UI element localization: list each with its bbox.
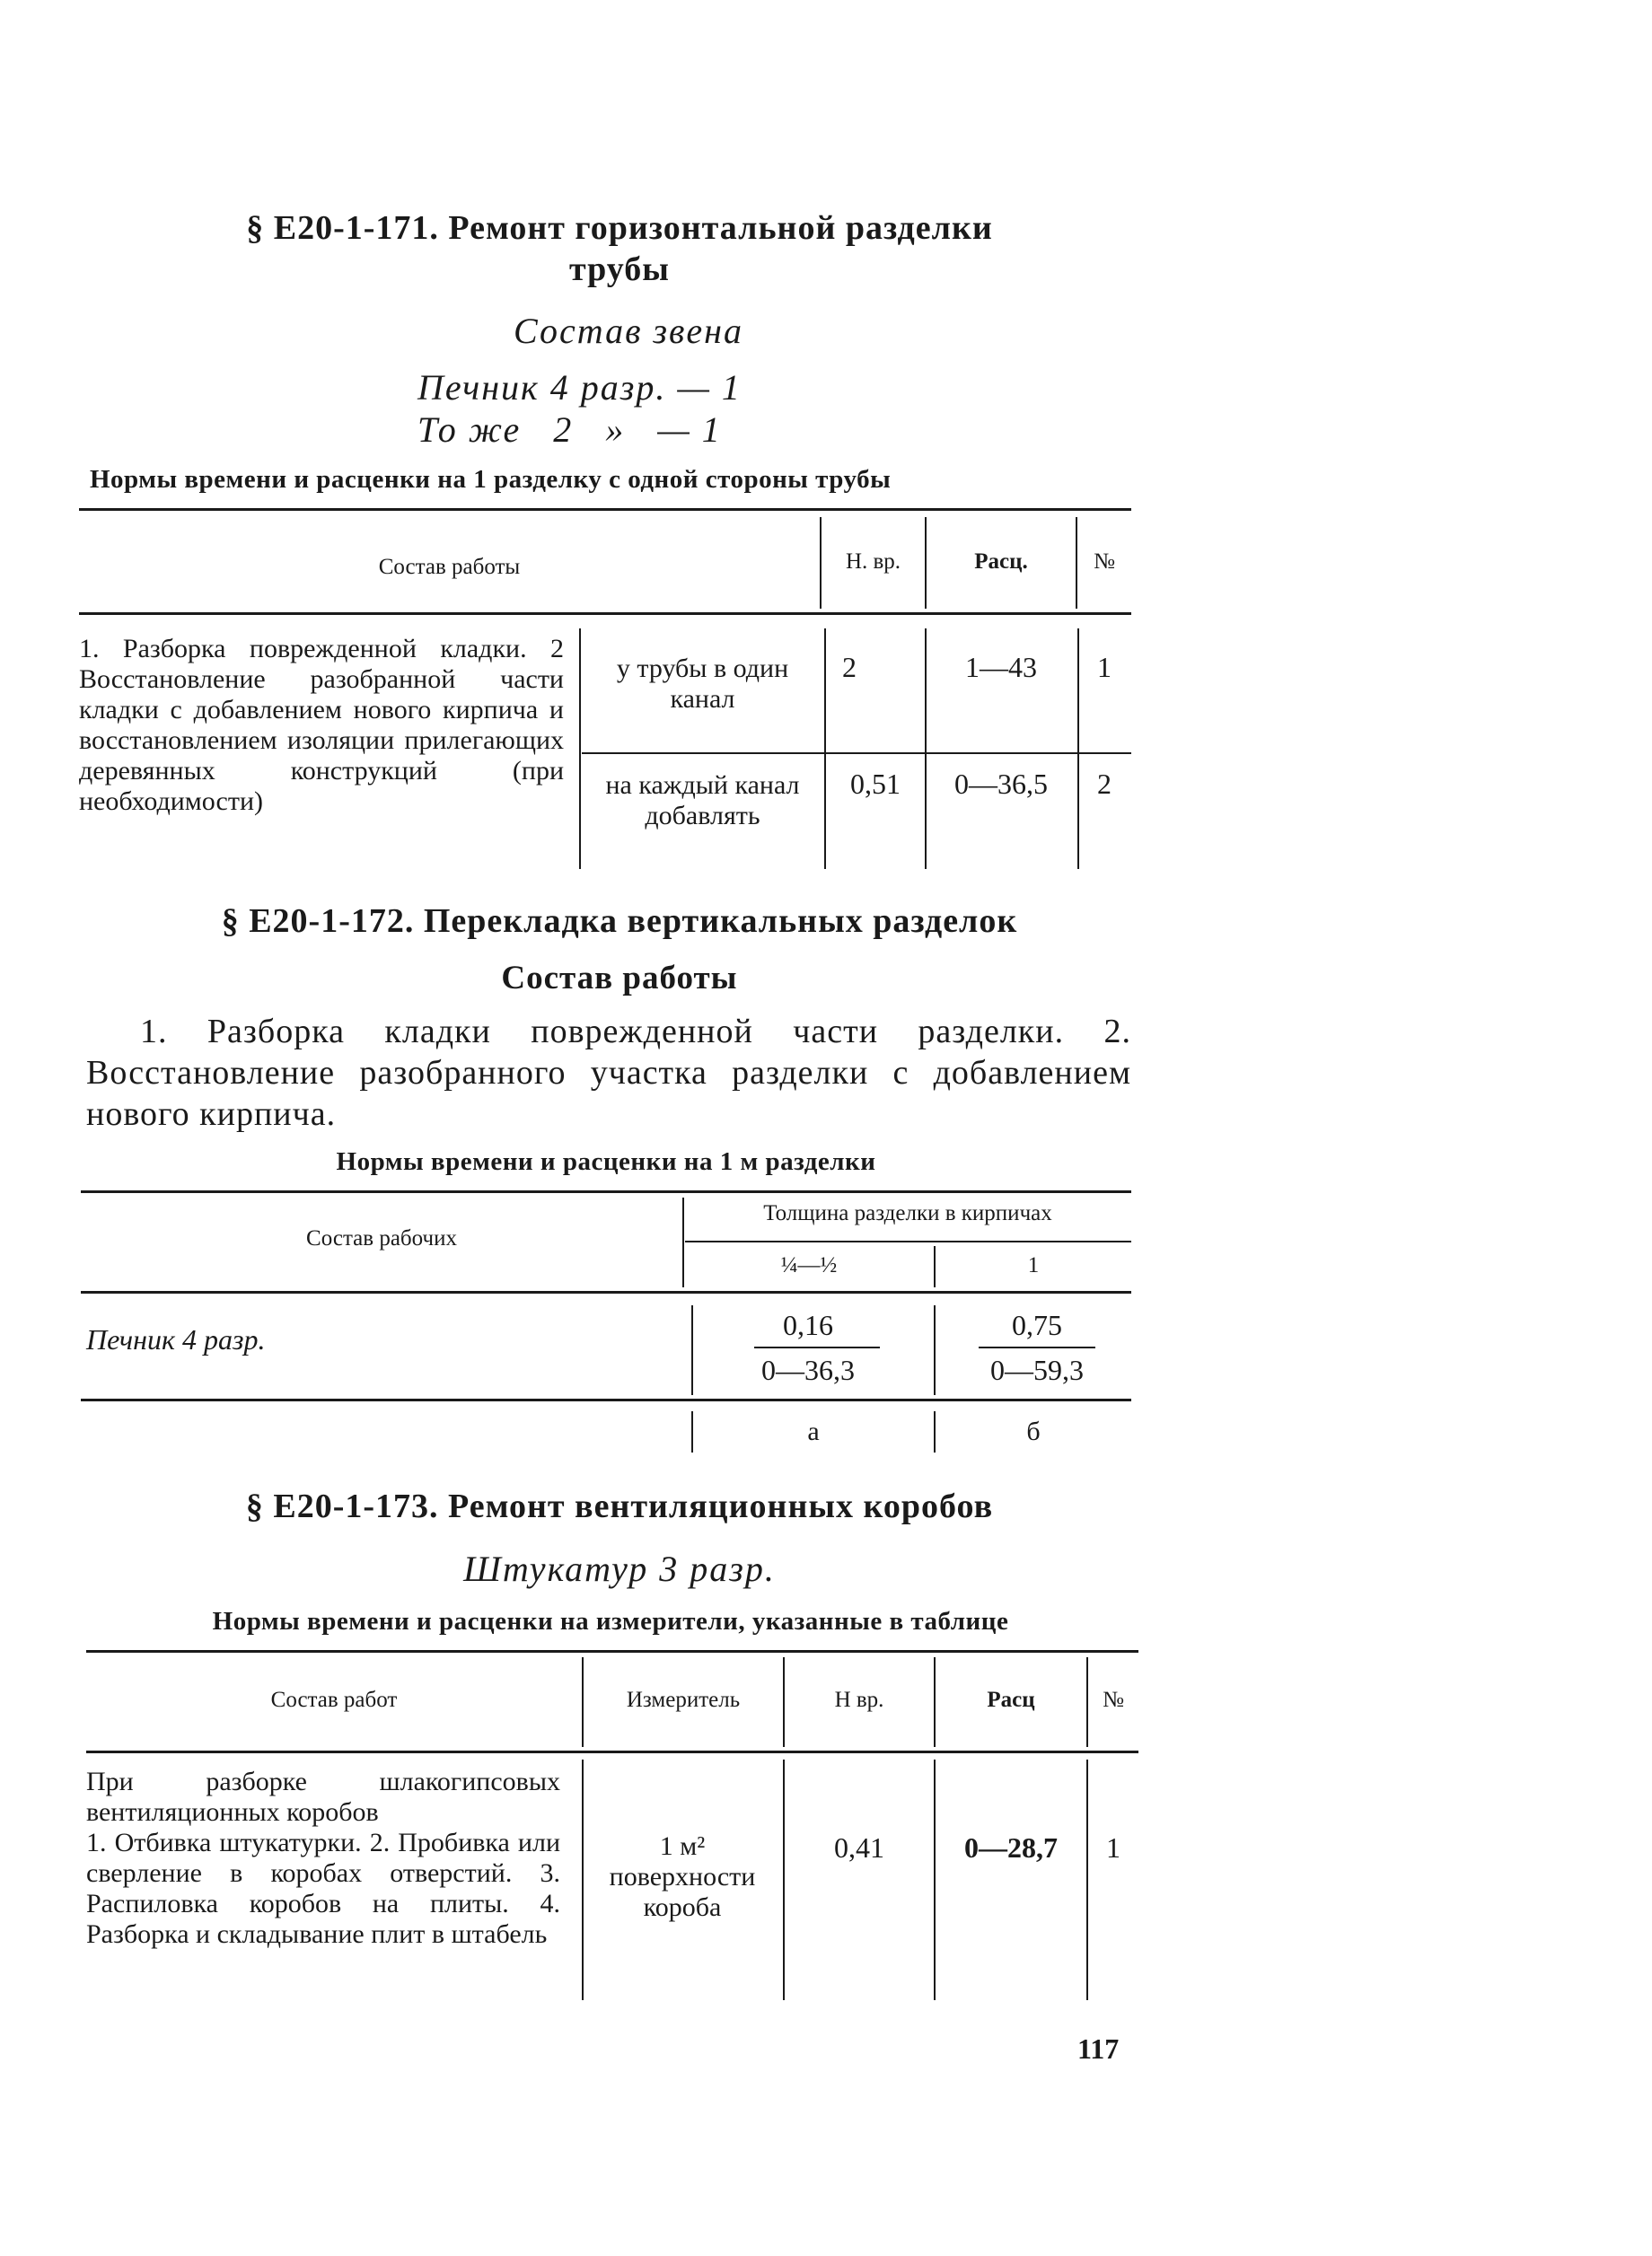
- page-number: 117: [1077, 2032, 1120, 2065]
- table172-header-workers: Состав рабочих: [306, 1226, 457, 1251]
- table172-subheader-rule: [685, 1241, 1131, 1242]
- section171-crew-line2: То же 2 » — 1: [417, 409, 722, 450]
- table173-header-rule: [86, 1751, 1138, 1753]
- table172-subheader-one: 1: [1027, 1253, 1040, 1277]
- table173-header-rate: Расц: [987, 1688, 1035, 1712]
- table173-measure: 1 м² поверхности короба: [609, 1831, 756, 1922]
- table172-col-a-rate: 0—36,3: [761, 1354, 855, 1386]
- table171-row2-rate: 0—36,5: [954, 768, 1048, 800]
- table172-bottom-rule: [81, 1399, 1131, 1401]
- table171-row-rule: [582, 752, 1131, 754]
- table173-norm: 0,41: [834, 1831, 884, 1864]
- table173-divider: [934, 1760, 936, 2000]
- table172-col-letter-b: б: [1026, 1417, 1041, 1446]
- table173-divider: [1086, 1760, 1088, 2000]
- table171-row2-condition: на каждый канал добавлять: [605, 770, 800, 830]
- table171-row1-no: 1: [1097, 651, 1112, 683]
- table172-col-b-rate: 0—59,3: [990, 1354, 1084, 1386]
- section171-crew-line1: Печник 4 разр. — 1: [417, 367, 742, 408]
- table173-header-work: Состав работ: [270, 1688, 398, 1712]
- table173-rate: 0—28,7: [964, 1831, 1058, 1864]
- table172-col-b-fraction-bar: [979, 1347, 1095, 1348]
- section171-title-line1: § Е20-1-171. Ремонт горизонтальной разделки: [246, 209, 993, 247]
- table172-header-thickness: Толщина разделки в кирпичах: [763, 1201, 1052, 1225]
- table171-divider: [579, 628, 581, 869]
- table171-work-text: 1. Разборка поврежденной кладки. 2 Восстановление разобранной части кладки с добавлением нового кирпича и восстановлением изоляции прилегающих деревянных конструкций (при необходимости): [79, 634, 564, 816]
- table172-col-a-norm: 0,16: [783, 1309, 833, 1341]
- table171-top-rule: [79, 508, 1131, 511]
- table172-divider: [691, 1305, 693, 1395]
- section173-table-caption: Нормы времени и расценки на измерители, указанные в таблице: [212, 1607, 1009, 1636]
- table171-header-rule: [79, 612, 1131, 615]
- table173-top-rule: [86, 1650, 1138, 1653]
- table172-col-a-fraction-bar: [754, 1347, 880, 1348]
- table171-row2-norm: 0,51: [850, 768, 901, 800]
- section172-work-heading: Состав работы: [501, 960, 738, 996]
- table173-divider: [783, 1760, 785, 2000]
- table171-divider: [824, 628, 826, 869]
- table173-work-text: 1. Отбивка штукатурки. 2. Пробивка или сверление в коробах отверстий. 3. Распиловка коробов на плиты. 4. Разборка и складывание плит в штабель: [86, 1828, 560, 1949]
- section171-title-line2: трубы: [569, 250, 670, 288]
- table173-divider: [582, 1760, 584, 2000]
- table171-row1-norm: 2: [842, 651, 857, 683]
- table173-header-no: №: [1103, 1688, 1124, 1712]
- table171-header-norm: Н. вр.: [845, 549, 901, 574]
- table172-divider: [934, 1305, 936, 1395]
- section173-title: § Е20-1-173. Ремонт вентиляционных коробов: [245, 1488, 994, 1525]
- table171-header-rate: Расц.: [974, 549, 1028, 574]
- table171-header-no: №: [1094, 549, 1115, 574]
- section171-crew-heading: Состав звена: [513, 311, 743, 351]
- section172-title: § Е20-1-172. Перекладка вертикальных разделок: [221, 902, 1018, 940]
- table172-col-letter-a: а: [807, 1417, 820, 1446]
- table173-no: 1: [1106, 1831, 1120, 1864]
- section172-table-caption: Нормы времени и расценки на 1 м разделки: [336, 1147, 876, 1176]
- table172-col-b-norm: 0,75: [1012, 1309, 1062, 1341]
- table171-header-work: Состав работы: [378, 555, 521, 579]
- table172-row-label: Печник 4 разр.: [86, 1323, 266, 1356]
- table171-row1-rate: 1—43: [965, 651, 1037, 683]
- table172-subheader-quarter-half: ¼—½: [780, 1253, 838, 1277]
- table172-header-rule: [81, 1291, 1131, 1294]
- table173-header-measure: Измеритель: [626, 1688, 741, 1712]
- table171-row2-no: 2: [1097, 768, 1112, 800]
- section172-work-text: 1. Разборка кладки поврежденной части разделки. 2. Восстановление разобранного участка разделки с добавлением нового кирпича.: [86, 1013, 1131, 1133]
- table173-work-title: При разборке шлакогипсовых вентиляционных коробов: [86, 1767, 560, 1827]
- table173-header-norm: Н вр.: [834, 1688, 884, 1712]
- table172-top-rule: [81, 1190, 1131, 1193]
- table171-row1-condition: у трубы в один канал: [616, 654, 789, 714]
- section173-crew: Штукатур 3 разр.: [463, 1549, 776, 1589]
- section171-table-caption: Нормы времени и расценки на 1 разделку с одной стороны трубы: [90, 465, 892, 494]
